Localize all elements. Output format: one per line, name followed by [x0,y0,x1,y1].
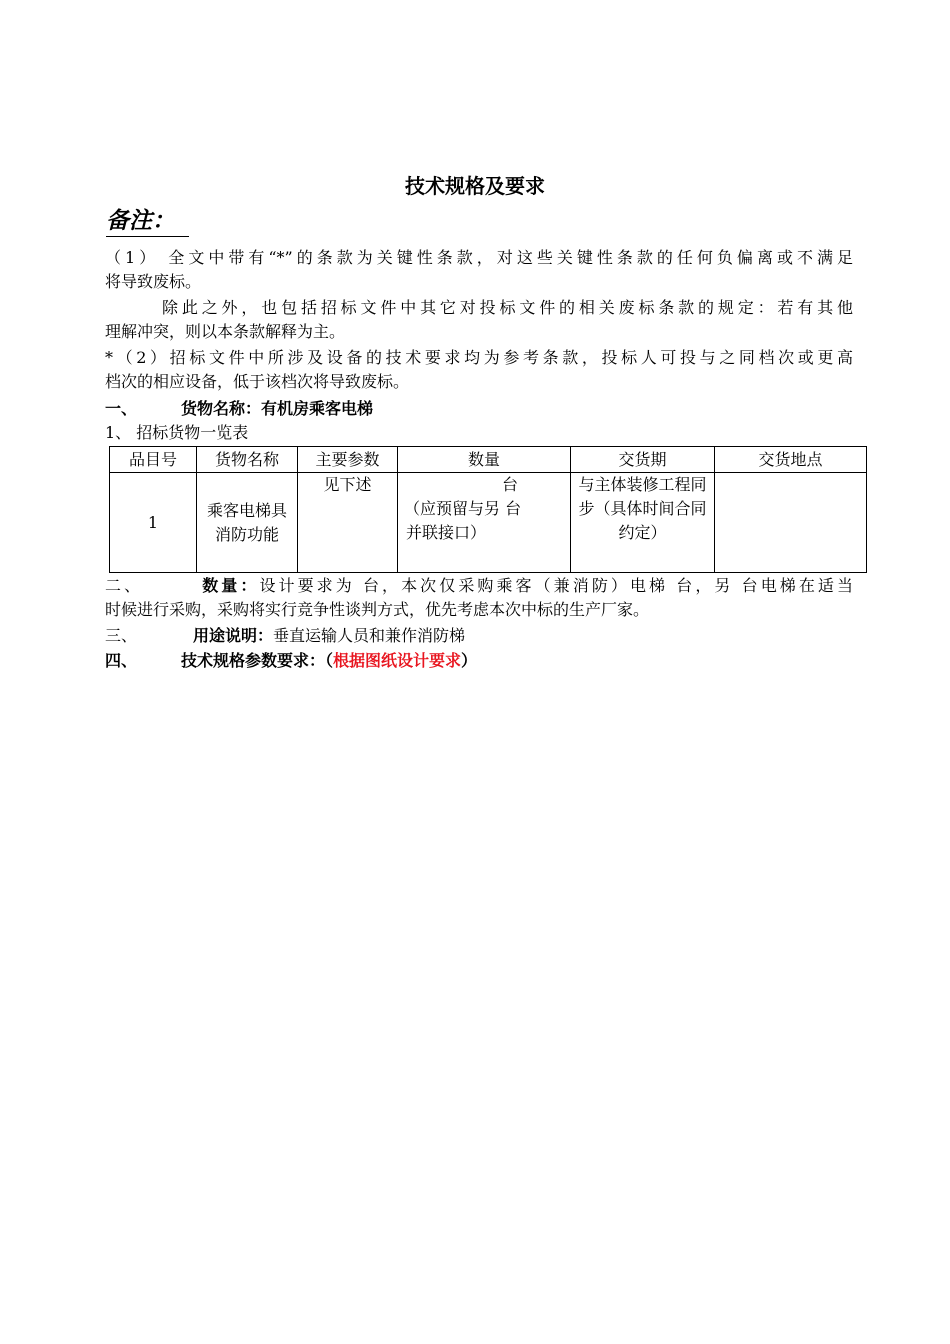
section3-text: 垂直运输人员和兼作消防梯 [273,626,466,645]
section2-line2: 时候进行采购，采购将实行竞争性谈判方式，优先考虑本次中标的生产厂家。 [105,600,650,619]
section3 [105,624,853,648]
header-main-params: 主要参数 [298,447,398,473]
section4-red-text: 根据图纸设计要求 [333,651,462,670]
delivery-period-text: 与主体装修工程同步（具体时间合同约定） [578,475,707,542]
note1b-line2: 理解冲突，则以本条款解释为主。 [105,322,346,341]
section2-line1 [105,574,853,598]
cell-main-params: 见下述 [298,473,398,573]
cell-quantity [398,473,571,573]
section4 [105,649,853,673]
quantity-line1: 台 [501,475,518,494]
header-goods-name: 货物名称 [197,447,298,473]
header-quantity: 数量 [398,447,571,473]
note1b-line1: 除此之外，也包括招标文件中其它对投标文件的相关废标条款的规定：若有其他 [162,298,853,317]
quantity-line2: （应预留与另 台 [404,499,522,518]
goods-name-text: 乘客电梯具消防功能 [206,500,287,544]
header-item-no: 品目号 [110,447,197,473]
note2-line1: *（2）招标文件中所涉及设备的技术要求均为参考条款，投标人可投与之同档次或更高 [105,348,853,367]
section2-text: 设计要求为 台，本次仅采购乘客（兼消防）电梯 台，另 台电梯在适当 [259,576,853,595]
table-row [110,473,867,573]
header-delivery-period: 交货期 [571,447,715,473]
goods-table [109,446,867,573]
section4-text: 技术规格参数要求：（ [181,651,334,670]
section2-label: 数量： [199,576,260,595]
quantity-line3: 并联接口） [406,523,487,542]
section3-number: 三、 [105,626,138,645]
cell-goods-name [197,473,298,573]
section3-label: 用途说明： [193,626,274,645]
note-heading: 备注： [106,206,189,237]
section4-number: 四、 [105,651,138,670]
section4-close: ） [461,651,478,670]
section1-text: 货物名称：有机房乘客电梯 [181,399,374,418]
section2-number: 二、 [105,576,144,595]
table-header-row [110,447,867,473]
header-delivery-location: 交货地点 [715,447,867,473]
cell-delivery-location [715,473,867,573]
cell-delivery-period [571,473,715,573]
note1-line1: （1） 全文中带有“*”的条款为关键性条款，对这些关键性条款的任何负偏离或不满足 [105,248,853,267]
section1 [105,397,853,421]
note2-line2: 档次的相应设备，低于该档次将导致废标。 [105,372,410,391]
document-title: 技术规格及要求 [405,174,545,198]
note1-line2: 将导致废标。 [105,272,202,291]
subsection1-title: 1、 招标货物一览表 [105,423,249,442]
cell-item-no: 1 [110,473,197,573]
section1-number: 一、 [105,399,138,418]
